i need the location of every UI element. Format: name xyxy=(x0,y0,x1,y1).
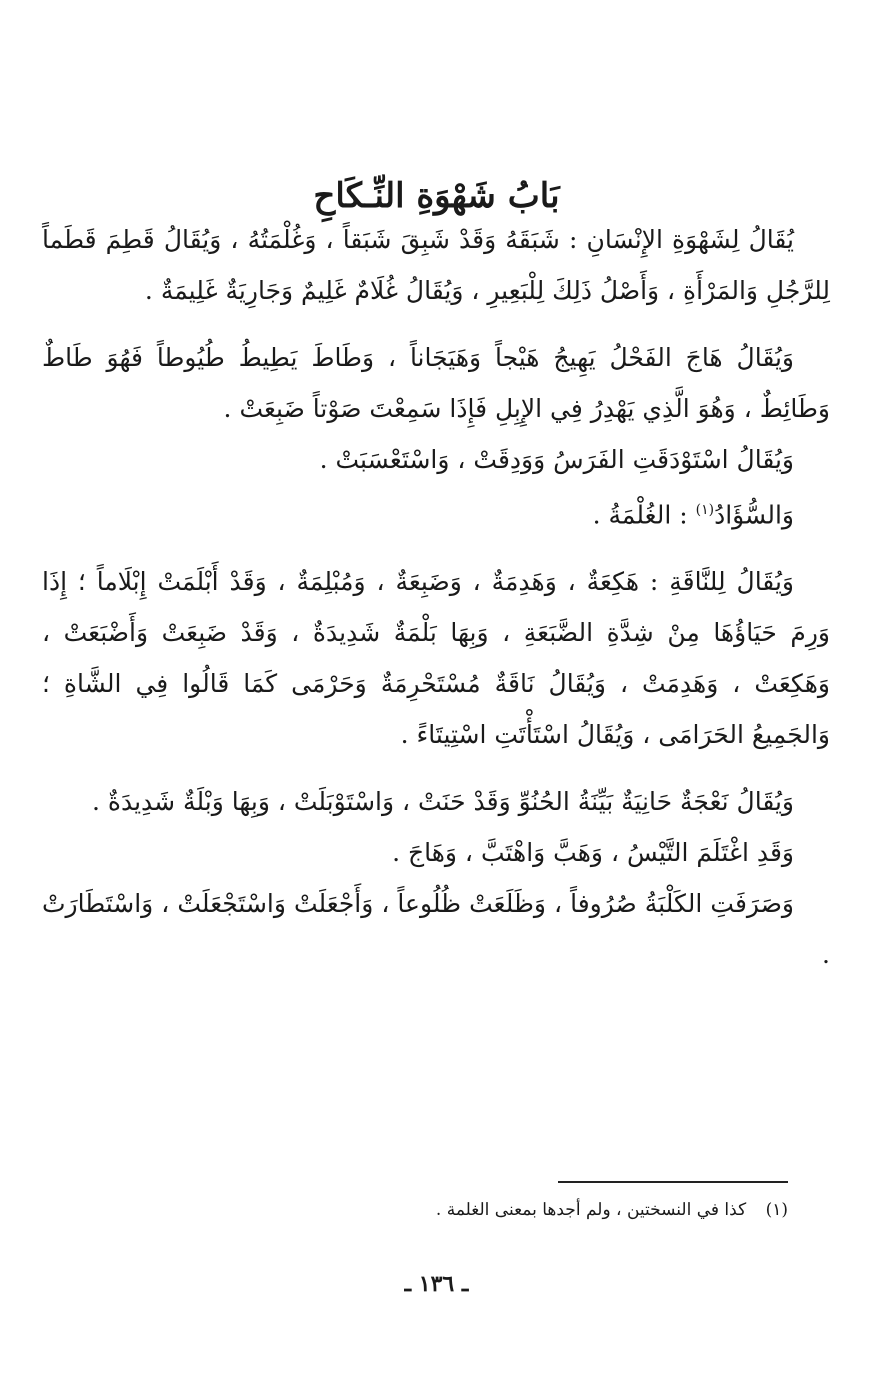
footnote-divider xyxy=(558,1181,788,1183)
footnote-reference: (١) xyxy=(695,502,715,518)
page-number: ـ ١٣٦ ـ xyxy=(404,1271,469,1297)
body-text xyxy=(42,214,830,980)
paragraph-5: وَيُقَالُ لِلنَّاقَةِ : هَكِعَةٌ ، وَهَدِمَةٌ ، وَضَبِعَةٌ ، وَمُبْلِمَةٌ ، وَقَدْ أَبْلَمَتْ إِبْلَاماً ؛ إِذَا وَرِمَ حَيَاؤُهَا مِنْ شِدَّةِ الضَّبَعَةِ ، وَبِهَا بَلْمَةٌ شَدِيدَةٌ ، وَقَدْ ضَبِعَتْ وَأَضْبَعَتْ ، وَهَكِعَتْ ، وَهَدِمَتْ ، وَيُقَالُ نَاقَةٌ مُسْتَحْرِمَةٌ وَحَرْمَى كَمَا قَالُوا فِي الشَّاةِ ؛ وَالجَمِيعُ الحَرَامَى ، وَيُقَالُ اسْتَأْتَتِ اسْتِيتَاءً . xyxy=(42,567,830,750)
paragraph-4-text-after: : الغُلْمَةُ . xyxy=(592,500,696,530)
paragraph-8: وَصَرَفَتِ الكَلْبَةُ صُرُوفاً ، وَظَلَعَتْ ظُلُوعاً ، وَأَجْعَلَتْ وَاسْتَجْعَلَتْ ، وَاسْتَطَارَتْ . xyxy=(42,889,830,970)
paragraph-3: وَيُقَالُ اسْتَوْدَقَتِ الفَرَسُ وَوَدِقَتْ ، وَاسْتَعْسَبَتْ . xyxy=(319,445,794,474)
paragraph-4-text: وَالسُّؤَادُ xyxy=(714,500,794,530)
footnote-mark: (١) xyxy=(765,1200,788,1220)
chapter-title: بَابُ شَهْوَةِ النِّـكَاحِ xyxy=(313,175,560,216)
paragraph-7: وَقَدِ اغْتَلَمَ التَّيْسُ ، وَهَبَّ وَاهْتَبَّ ، وَهَاجَ . xyxy=(392,838,794,868)
paragraph-4 xyxy=(42,485,830,540)
paragraph-6: وَيُقَالُ نَعْجَةٌ حَانِيَةٌ بَيِّنَةُ الحُنُوِّ وَقَدْ حَنَتْ ، وَاسْتَوْبَلَتْ ، وَبِهَا وَبْلَةٌ شَدِيدَةٌ . xyxy=(91,787,794,817)
paragraph-2: وَيُقَالُ هَاجَ الفَحْلُ يَهِيجُ هَيْجاً وَهَيَجَاناً ، وَطَاطَ يَطِيطُ طُيُوطاً فَهُوَ طَاطٌ وَطَائِطٌ ، وَهُوَ الَّذِي يَهْدِرُ فِي الإِبِلِ فَإِذَا سَمِعْتَ صَوْتاً ضَبِعَتْ . xyxy=(42,343,830,423)
footnote xyxy=(300,1196,788,1224)
footnote-text: كذا في النسختين ، ولم أجدها بمعنى الغلمة . xyxy=(435,1200,747,1220)
paragraph-1: يُقَالُ لِشَهْوَةِ الإِنْسَانِ : شَبَقَهُ وَقَدْ شَبِقَ شَبَقاً ، وَغُلْمَتُهُ ، وَيُقَالُ قَطِمَ قَطَماً لِلرَّجُلِ وَالمَرْأَةِ ، وَأَصْلُ ذَلِكَ لِلْبَعِيرِ ، وَيُقَالُ غُلَامٌ غَلِيمٌ وَجَارِيَةٌ غَلِيمَةٌ . xyxy=(42,225,830,305)
